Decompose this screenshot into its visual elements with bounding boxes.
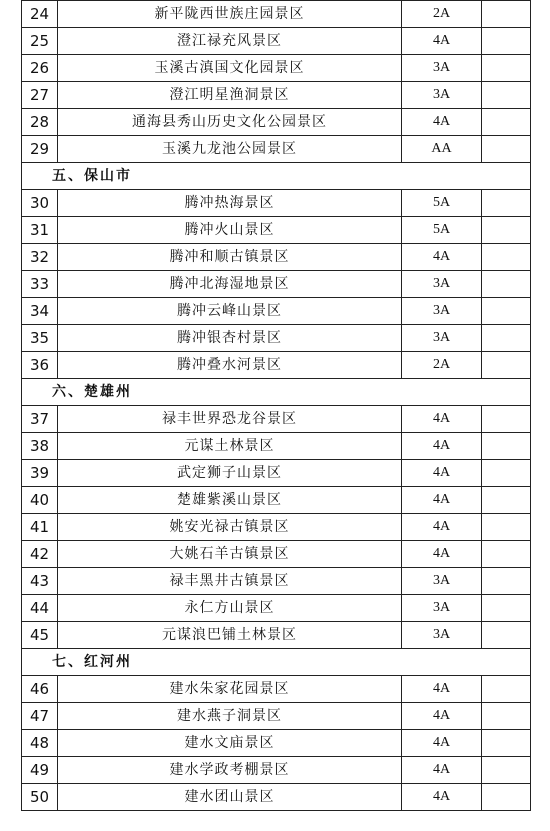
empty-remarks-cell — [482, 703, 531, 730]
rating-level-cell: AA — [402, 136, 482, 163]
table-row — [22, 595, 531, 622]
table-row — [22, 622, 531, 649]
empty-remarks-cell — [482, 622, 531, 649]
rating-level-cell: 3A — [402, 82, 482, 109]
empty-remarks-cell — [482, 217, 531, 244]
scenic-name-cell: 楚雄紫溪山景区 — [58, 487, 402, 514]
scenic-area-table — [21, 0, 531, 811]
table-row — [22, 460, 531, 487]
rating-level-cell: 5A — [402, 217, 482, 244]
empty-remarks-cell — [482, 352, 531, 379]
row-number-cell: 40 — [22, 487, 58, 514]
table-row — [22, 487, 531, 514]
empty-remarks-cell — [482, 487, 531, 514]
row-number-cell: 49 — [22, 757, 58, 784]
rating-level-cell: 3A — [402, 325, 482, 352]
table-row — [22, 730, 531, 757]
scenic-name-cell: 永仁方山景区 — [58, 595, 402, 622]
empty-remarks-cell — [482, 82, 531, 109]
scenic-name-cell: 武定狮子山景区 — [58, 460, 402, 487]
rating-level-cell: 4A — [402, 28, 482, 55]
empty-remarks-cell — [482, 136, 531, 163]
empty-remarks-cell — [482, 568, 531, 595]
empty-remarks-cell — [482, 190, 531, 217]
section-row — [22, 379, 531, 406]
empty-remarks-cell — [482, 55, 531, 82]
table-row — [22, 352, 531, 379]
table-row — [22, 433, 531, 460]
scenic-name-cell: 腾冲热海景区 — [58, 190, 402, 217]
table-row — [22, 541, 531, 568]
table-row — [22, 406, 531, 433]
empty-remarks-cell — [482, 757, 531, 784]
scenic-name-cell: 建水团山景区 — [58, 784, 402, 811]
empty-remarks-cell — [482, 325, 531, 352]
scenic-name-cell: 玉溪古滇国文化园景区 — [58, 55, 402, 82]
section-row — [22, 163, 531, 190]
row-number-cell: 30 — [22, 190, 58, 217]
rating-level-cell: 4A — [402, 487, 482, 514]
row-number-cell: 28 — [22, 109, 58, 136]
empty-remarks-cell — [482, 406, 531, 433]
scenic-name-cell: 澄江明星渔洞景区 — [58, 82, 402, 109]
scenic-name-cell: 元谋浪巴铺土林景区 — [58, 622, 402, 649]
rating-level-cell: 4A — [402, 730, 482, 757]
row-number-cell: 43 — [22, 568, 58, 595]
scenic-name-cell: 腾冲火山景区 — [58, 217, 402, 244]
table-row — [22, 703, 531, 730]
scenic-name-cell: 腾冲北海湿地景区 — [58, 271, 402, 298]
scenic-name-cell: 元谋土林景区 — [58, 433, 402, 460]
row-number-cell: 39 — [22, 460, 58, 487]
rating-level-cell: 4A — [402, 244, 482, 271]
row-number-cell: 25 — [22, 28, 58, 55]
row-number-cell: 47 — [22, 703, 58, 730]
scenic-name-cell: 通海县秀山历史文化公园景区 — [58, 109, 402, 136]
table-row — [22, 109, 531, 136]
rating-level-cell: 5A — [402, 190, 482, 217]
row-number-cell: 33 — [22, 271, 58, 298]
empty-remarks-cell — [482, 730, 531, 757]
table-row — [22, 784, 531, 811]
row-number-cell: 34 — [22, 298, 58, 325]
empty-remarks-cell — [482, 676, 531, 703]
table-row — [22, 325, 531, 352]
table-row — [22, 190, 531, 217]
row-number-cell: 50 — [22, 784, 58, 811]
row-number-cell: 35 — [22, 325, 58, 352]
rating-level-cell: 4A — [402, 541, 482, 568]
row-number-cell: 31 — [22, 217, 58, 244]
scenic-name-cell: 禄丰黑井古镇景区 — [58, 568, 402, 595]
rating-level-cell: 3A — [402, 568, 482, 595]
scenic-name-cell: 禄丰世界恐龙谷景区 — [58, 406, 402, 433]
scenic-name-cell: 澄江禄充风景区 — [58, 28, 402, 55]
empty-remarks-cell — [482, 1, 531, 28]
empty-remarks-cell — [482, 298, 531, 325]
scenic-name-cell: 姚安光禄古镇景区 — [58, 514, 402, 541]
section-heading: 七、红河州 — [22, 649, 531, 676]
rating-level-cell: 4A — [402, 703, 482, 730]
row-number-cell: 37 — [22, 406, 58, 433]
empty-remarks-cell — [482, 514, 531, 541]
rating-level-cell: 3A — [402, 298, 482, 325]
rating-level-cell: 4A — [402, 433, 482, 460]
section-heading: 六、楚雄州 — [22, 379, 531, 406]
table-row — [22, 298, 531, 325]
section-heading: 五、保山市 — [22, 163, 531, 190]
scenic-name-cell: 腾冲云峰山景区 — [58, 298, 402, 325]
rating-level-cell: 4A — [402, 757, 482, 784]
row-number-cell: 27 — [22, 82, 58, 109]
row-number-cell: 41 — [22, 514, 58, 541]
table-row — [22, 82, 531, 109]
row-number-cell: 45 — [22, 622, 58, 649]
scenic-name-cell: 腾冲银杏村景区 — [58, 325, 402, 352]
empty-remarks-cell — [482, 460, 531, 487]
scenic-name-cell: 大姚石羊古镇景区 — [58, 541, 402, 568]
scenic-name-cell: 腾冲和顺古镇景区 — [58, 244, 402, 271]
rating-level-cell: 4A — [402, 514, 482, 541]
empty-remarks-cell — [482, 271, 531, 298]
scenic-name-cell: 建水朱家花园景区 — [58, 676, 402, 703]
scenic-name-cell: 建水文庙景区 — [58, 730, 402, 757]
table-row — [22, 217, 531, 244]
rating-level-cell: 4A — [402, 109, 482, 136]
row-number-cell: 24 — [22, 1, 58, 28]
empty-remarks-cell — [482, 244, 531, 271]
scenic-name-cell: 新平陇西世族庄园景区 — [58, 1, 402, 28]
empty-remarks-cell — [482, 784, 531, 811]
row-number-cell: 26 — [22, 55, 58, 82]
table-row — [22, 28, 531, 55]
row-number-cell: 46 — [22, 676, 58, 703]
scenic-name-cell: 玉溪九龙池公园景区 — [58, 136, 402, 163]
table-row — [22, 55, 531, 82]
scenic-name-cell: 腾冲叠水河景区 — [58, 352, 402, 379]
row-number-cell: 48 — [22, 730, 58, 757]
table-row — [22, 136, 531, 163]
rating-level-cell: 3A — [402, 622, 482, 649]
empty-remarks-cell — [482, 433, 531, 460]
rating-level-cell: 4A — [402, 406, 482, 433]
empty-remarks-cell — [482, 28, 531, 55]
rating-level-cell: 2A — [402, 1, 482, 28]
scenic-name-cell: 建水燕子洞景区 — [58, 703, 402, 730]
row-number-cell: 29 — [22, 136, 58, 163]
table-row — [22, 1, 531, 28]
table-row — [22, 676, 531, 703]
table-row — [22, 514, 531, 541]
row-number-cell: 44 — [22, 595, 58, 622]
rating-level-cell: 2A — [402, 352, 482, 379]
section-row — [22, 649, 531, 676]
empty-remarks-cell — [482, 595, 531, 622]
rating-level-cell: 3A — [402, 271, 482, 298]
rating-level-cell: 3A — [402, 595, 482, 622]
row-number-cell: 32 — [22, 244, 58, 271]
empty-remarks-cell — [482, 541, 531, 568]
table-row — [22, 568, 531, 595]
table-row — [22, 757, 531, 784]
row-number-cell: 38 — [22, 433, 58, 460]
row-number-cell: 42 — [22, 541, 58, 568]
empty-remarks-cell — [482, 109, 531, 136]
rating-level-cell: 4A — [402, 676, 482, 703]
rating-level-cell: 4A — [402, 460, 482, 487]
rating-level-cell: 4A — [402, 784, 482, 811]
rating-level-cell: 3A — [402, 55, 482, 82]
row-number-cell: 36 — [22, 352, 58, 379]
table-row — [22, 271, 531, 298]
scenic-name-cell: 建水学政考棚景区 — [58, 757, 402, 784]
table-row — [22, 244, 531, 271]
